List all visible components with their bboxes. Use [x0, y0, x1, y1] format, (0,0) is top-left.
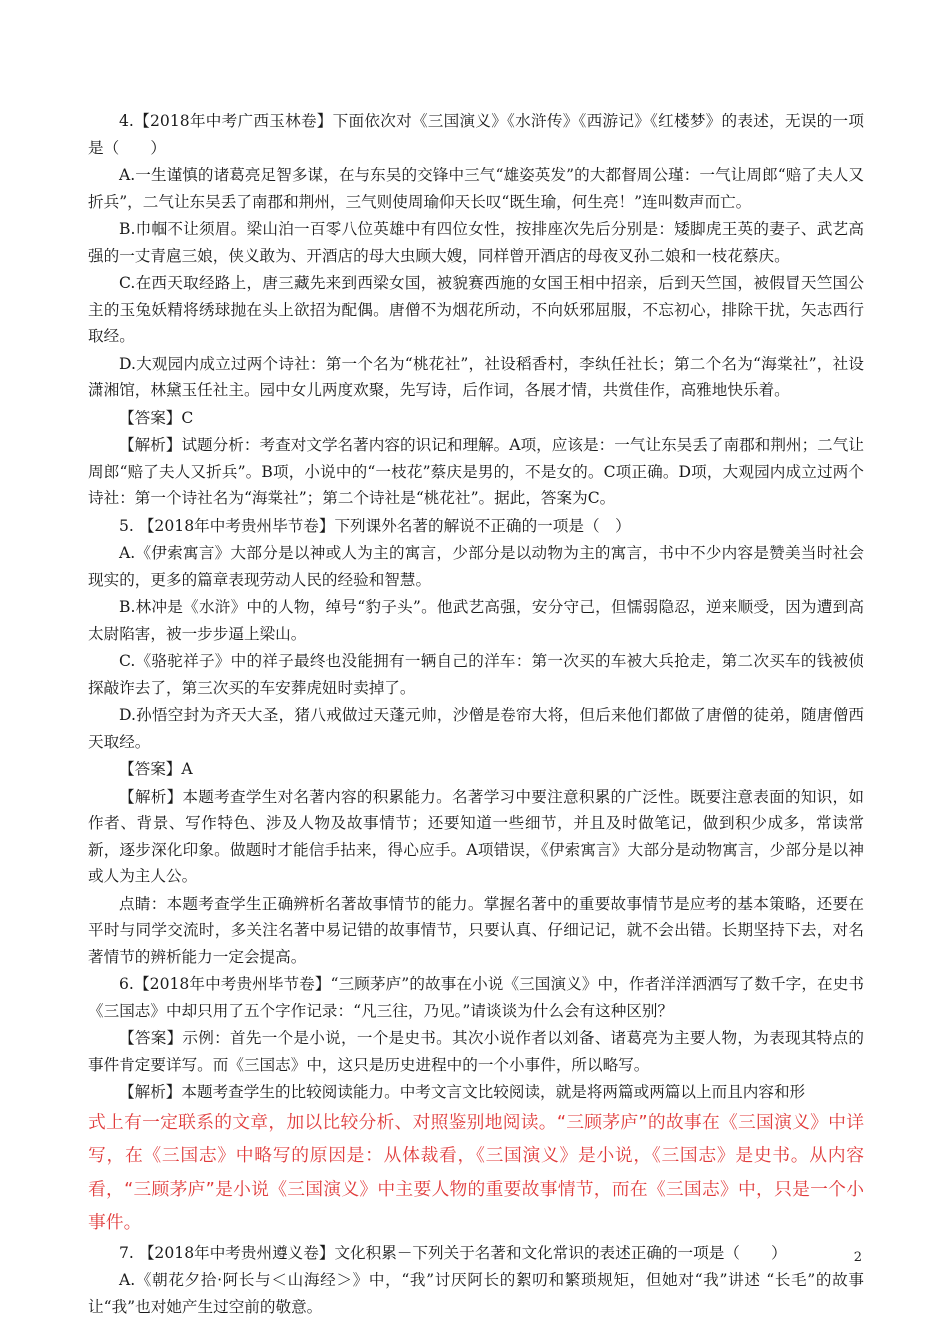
document-page [88, 108, 864, 1320]
question-6-analysis-highlight: 式上有一定联系的文章，加以比较分析、对照鉴别地阅读。“三顾茅庐”的故事在《三国演义》中详写，在《三国志》中略写的原因是：从体裁看，《三国演义》是小说，《三国志》是史书。从内容看，“三顾茅庐”是小说《三国演义》中主要人物的重要故事情节，而在《三国志》中，只是一个小事件。 [88, 1111, 864, 1233]
question-5-option-b: B.林冲是《水浒》中的人物，绰号“豹子头”。他武艺高强，安分守己，但懦弱隐忍，逆来顺受，因为遭到高太尉陷害，被一步步逼上梁山。 [88, 598, 864, 643]
question-5-option-d: D.孙悟空封为齐天大圣，猪八戒做过天蓬元帅，沙僧是卷帘大将，但后来他们都做了唐僧的徒弟，随唐僧西天取经。 [88, 706, 864, 751]
question-4-stem: 4.【2018年中考广西玉林卷】下面依次对《三国演义》《水浒传》《西游记》《红楼梦》的表述，无误的一项是（ ） [88, 112, 864, 157]
question-4-answer: 【答案】C [119, 408, 194, 427]
question-5-note: 点睛：本题考查学生正确辨析名著故事情节的能力。掌握名著中的重要故事情节是应考的基本策略，还要在平时与同学交流时，多关注名著中易记错的故事情节，只要认真、仔细记记，就不会出错。长期坚持下去，对名著情节的辨析能力一定会提高。 [88, 894, 864, 966]
question-4-option-a: A.一生谨慎的诸葛亮足智多谋，在与东吴的交锋中三气“雄姿英发”的大都督周公瑾：一气让周郎“赔了夫人又折兵”，二气让东吴丢了南郡和荆州，三气则使周瑜仰天长叹“既生瑜，何生亮！”连叫数声而亡。 [88, 166, 864, 211]
question-4-analysis: 【解析】试题分析：考查对文学名著内容的识记和理解。A项，应该是：一气让东吴丢了南郡和荆州；二气让周郎“赔了夫人又折兵”。B项，小说中的“一枝花”蔡庆是男的，不是女的。C项正确。D项，大观园内成立过两个诗社：第一个诗社名为“海棠社”；第二个诗社是“桃花社”。据此，答案为C。 [88, 436, 864, 507]
question-5-answer: 【答案】A [119, 760, 193, 778]
page-number: 2 [853, 1250, 862, 1265]
question-7-option-a: A.《朝花夕拾·阿长与＜山海经＞》中，“我”讨厌阿长的絮叨和繁琐规矩，但她对“我”讲述 “长毛”的故事让“我”也对她产生过空前的敬意。 [88, 1271, 864, 1316]
question-5-option-c: C.《骆驼祥子》中的祥子最终也没能拥有一辆自己的洋车：第一次买的车被大兵抢走，第二次买车的钱被侦探敲诈去了，第三次买的车安葬虎妞时卖掉了。 [88, 652, 864, 697]
question-4-option-c: C.在西天取经路上，唐三藏先来到西梁女国，被貌赛西施的女国王相中招亲，后到天竺国，被假冒天竺国公主的玉兔妖精将绣球抛在头上欲招为配偶。唐僧不为烟花所动，不向妖邪屈服，不忘初心，排除干扰，矢志西行取经。 [88, 274, 864, 345]
question-6-analysis: 【解析】本题考查学生的比较阅读能力。中考文言文比较阅读，就是将两篇或两篇以上而且内容和形 [119, 1083, 806, 1101]
question-4-option-b: B.巾帼不让须眉。梁山泊一百零八位英雄中有四位女性，按排座次先后分别是：矮脚虎王英的妻子、武艺高强的一丈青扈三娘，侠义敢为、开酒店的母大虫顾大嫂，同样曾开酒店的母夜叉孙二娘和一枝花蔡庆。 [88, 220, 864, 265]
question-5-analysis: 【解析】本题考查学生对名著内容的积累能力。名著学习中要注意积累的广泛性。既要注意表面的知识，如作者、背景、写作特色、涉及人物及故事情节；还要知道一些细节，并且及时做笔记，做到积少成多，常读常新，逐步深化印象。做题时才能信手拈来，得心应手。A项错误，《伊索寓言》大部分是动物寓言，少部分是以神或人为主人公。 [88, 787, 864, 885]
question-5-stem: 5. 【2018年中考贵州毕节卷】下列课外名著的解说不正确的一项是（ ） [119, 516, 631, 535]
question-7-stem: 7. 【2018年中考贵州遵义卷】文化积累－下列关于名著和文化常识的表述正确的一项是（ ） [119, 1243, 787, 1262]
question-6-answer: 【答案】示例：首先一个是小说，一个是史书。其次小说作者以刘备、诸葛亮为主要人物，为表现其特点的事件肯定要详写。而《三国志》中，这只是历史进程中的一个小事件，所以略写。 [88, 1029, 864, 1074]
question-5-option-a: A.《伊索寓言》大部分是以神或人为主的寓言，少部分是以动物为主的寓言，书中不少内容是赞美当时社会现实的，更多的篇章表现劳动人民的经验和智慧。 [88, 544, 864, 589]
question-4-option-d: D.大观园内成立过两个诗社：第一个名为“桃花社”，社设稻香村，李纨任社长；第二个名为“海棠社”，社设潇湘馆，林黛玉任社主。园中女儿两度欢聚，先写诗，后作词，各展才情，共赏佳作，高雅地快乐着。 [88, 354, 864, 399]
question-6-stem: 6.【2018年中考贵州毕节卷】“三顾茅庐”的故事在小说《三国演义》中，作者洋洋洒洒写了数千字，在史书《三国志》中却只用了五个字作记录：“凡三往，乃见。”请谈谈为什么会有这种区别？ [88, 975, 864, 1020]
